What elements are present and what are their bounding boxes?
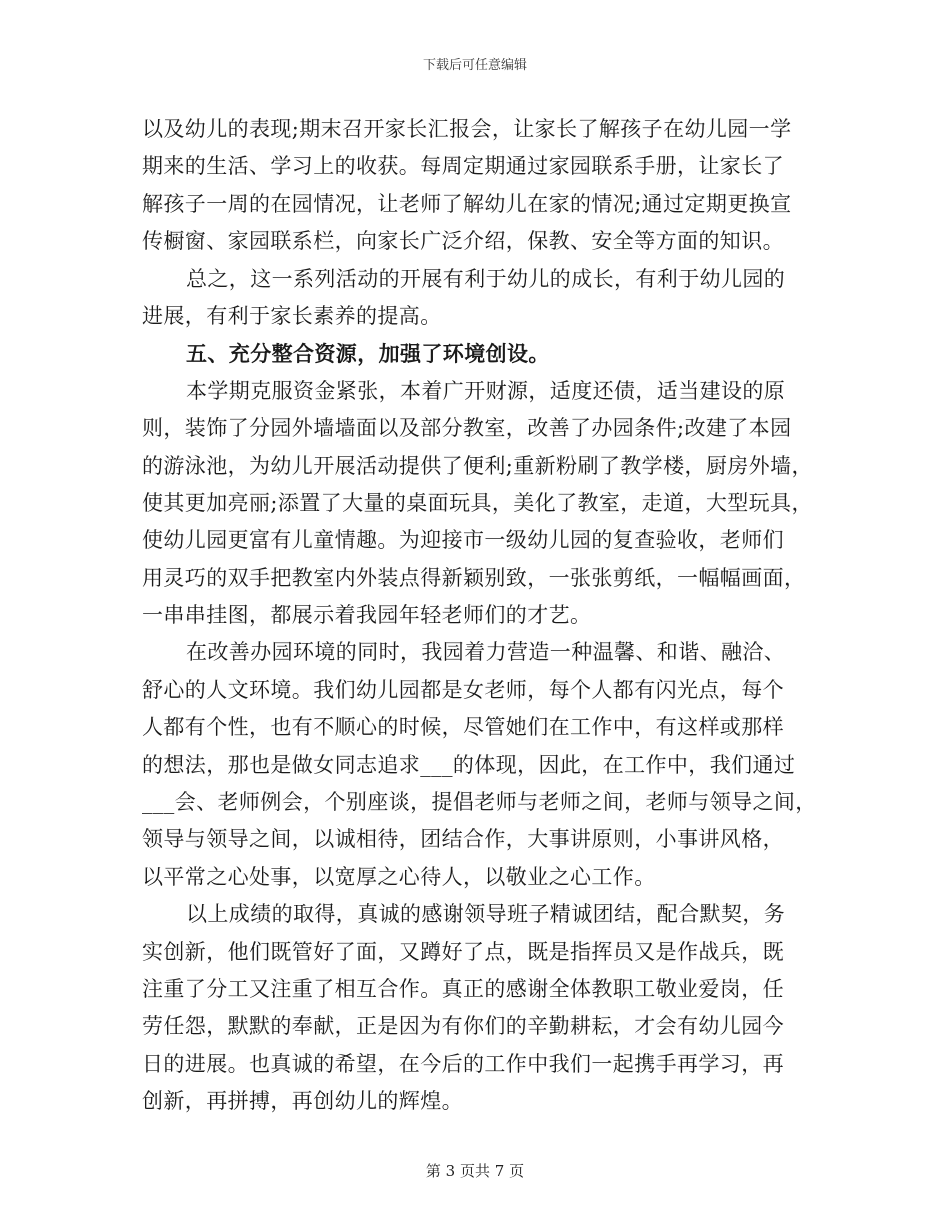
- text-line: 人都有个性，也有不顺心的时候，尽管她们在工作中，有这样或那样: [142, 715, 784, 740]
- text-line: 用灵巧的双手把教室内外装点得新颖别致，一张张剪纸，一幅幅画面，: [142, 565, 806, 590]
- page-header: 下载后可任意编辑: [422, 58, 527, 73]
- text-line: 的想法，那也是做女同志追求___的体现，因此，在工作中，我们通过: [142, 752, 796, 777]
- text-line: 使幼儿园更富有儿童情趣。为迎接市一级幼儿园的复查验收，老师们: [142, 528, 784, 553]
- text-line: 实创新，他们既管好了面，又蹲好了点，既是指挥员又是作战兵，既: [142, 939, 784, 964]
- section-heading: 五、充分整合资源，加强了环境创设。: [186, 341, 550, 367]
- text-line: 期来的生活、学习上的收获。每周定期通过家园联系手册，让家长了: [142, 154, 784, 179]
- text-line: 创新，再拼搏，再创幼儿的辉煌。: [142, 1089, 463, 1114]
- text-line: 领导与领导之间，以诚相待，团结合作，大事讲原则，小事讲风格，: [142, 827, 784, 852]
- text-line: 舒心的人文环境。我们幼儿园都是女老师，每个人都有闪光点，每个: [142, 677, 784, 702]
- text-line: 注重了分工又注重了相互合作。真正的感谢全体教职工敬业爱岗，任: [142, 976, 784, 1001]
- text-line: 以平常之心处事，以宽厚之心待人，以敬业之心工作。: [142, 864, 656, 889]
- text-line: 使其更加亮丽;添置了大量的桌面玩具，美化了教室，走道，大型玩具，: [142, 490, 813, 515]
- text-line: 传橱窗、家园联系栏，向家长广泛介绍，保教、安全等方面的知识。: [142, 229, 784, 254]
- text-line: 本学期克服资金紧张，本着广开财源，适度还债，适当建设的原: [186, 378, 786, 403]
- text-line: 则，装饰了分园外墙墙面以及部分教室，改善了办园条件;改建了本园: [142, 416, 792, 441]
- document-body: [142, 111, 822, 1121]
- text-line: 以上成绩的取得，真诚的感谢领导班子精诚团结，配合默契，务: [186, 902, 786, 927]
- text-line: 劳任怨，默默的奉献，正是因为有你们的辛勤耕耘，才会有幼儿园今: [142, 1014, 784, 1039]
- text-line: 在改善办园环境的同时，我园着力营造一种温馨、和谐、融洽、: [186, 640, 786, 665]
- text-line: 以及幼儿的表现;期末召开家长汇报会，让家长了解孩子在幼儿园一学: [142, 117, 792, 141]
- page-footer: 第 3 页共 7 页: [425, 1162, 525, 1180]
- text-line: 进展，有利于家长素养的提高。: [142, 303, 442, 328]
- text-line: 解孩子一周的在园情况，让老师了解幼儿在家的情况;通过定期更换宣: [142, 191, 792, 216]
- text-line: 一串串挂图，都展示着我园年轻老师们的才艺。: [142, 603, 592, 628]
- text-line: 总之，这一系列活动的开展有利于幼儿的成长，有利于幼儿园的: [186, 266, 786, 291]
- text-line: 日的进展。也真诚的希望，在今后的工作中我们一起携手再学习，再: [142, 1051, 784, 1076]
- text-line: ___会、老师例会，个别座谈，提倡老师与老师之间，老师与领导之间，: [142, 790, 817, 815]
- text-line: 的游泳池，为幼儿开展活动提供了便利;重新粉刷了教学楼，厨房外墙，: [142, 453, 813, 478]
